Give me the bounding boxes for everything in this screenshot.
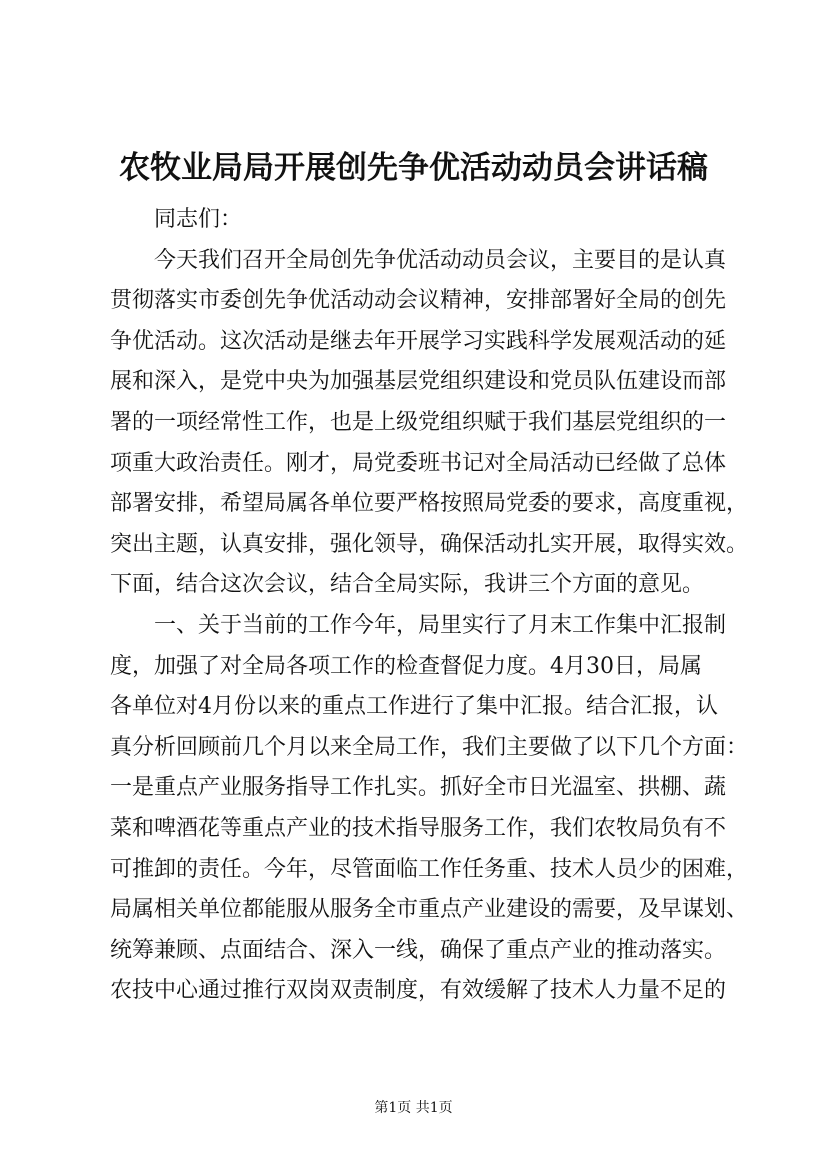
body-line: 下面，结合这次会议，结合全局实际，我讲三个方面的意见。 xyxy=(110,572,705,598)
body-line: 一是重点产业服务指导工作扎实。抓好全市日光温室、拱棚、蔬 xyxy=(110,775,727,801)
body-line: 各单位对4月份以来的重点工作进行了集中汇报。结合汇报，认 xyxy=(110,694,718,720)
body-line: 署的一项经常性工作，也是上级党组织赋于我们基层党组织的一 xyxy=(110,409,727,435)
body-line: 贯彻落实市委创先争优活动动会议精神，安排部署好全局的创先 xyxy=(110,288,727,314)
body-line: 展和深入，是党中央为加强基层党组织建设和党员队伍建设而部 xyxy=(110,369,727,395)
body-line: 突出主题，认真安排，强化领导，确保活动扎实开展，取得实效。 xyxy=(110,531,749,557)
body-line: 局属相关单位都能服从服务全市重点产业建设的需要，及早谋划、 xyxy=(110,897,749,923)
document-body xyxy=(110,200,750,1012)
body-line: 一、关于当前的工作今年，局里实行了月末工作集中汇报制 xyxy=(110,612,727,638)
body-line: 度，加强了对全局各项工作的检查督促力度。4月30日，局属 xyxy=(110,653,702,679)
body-line: 部署安排，希望局属各单位要严格按照局党委的要求，高度重视， xyxy=(110,491,749,517)
body-line: 农技中心通过推行双岗双责制度，有效缓解了技术人力量不足的 xyxy=(110,978,727,1004)
body-line: 统筹兼顾、点面结合、深入一线，确保了重点产业的推动落实。 xyxy=(110,937,727,963)
body-line: 今天我们召开全局创先争优活动动员会议，主要目的是认真 xyxy=(110,247,727,273)
body-line: 可推卸的责任。今年，尽管面临工作任务重、技术人员少的困难， xyxy=(110,856,749,882)
document-title: 农牧业局局开展创先争优活动动员会讲话稿 xyxy=(119,150,708,186)
body-line: 菜和啤酒花等重点产业的技术指导服务工作，我们农牧局负有不 xyxy=(110,815,727,841)
body-line: 真分析回顾前几个月以来全局工作，我们主要做了以下几个方面： xyxy=(110,734,749,760)
body-line: 争优活动。这次活动是继去年开展学习实践科学发展观活动的延 xyxy=(110,328,727,354)
page-footer: 第1页 共1页 xyxy=(374,1100,453,1116)
body-line: 同志们： xyxy=(110,207,243,232)
body-line: 项重大政治责任。刚才，局党委班书记对全局活动已经做了总体 xyxy=(110,450,727,476)
